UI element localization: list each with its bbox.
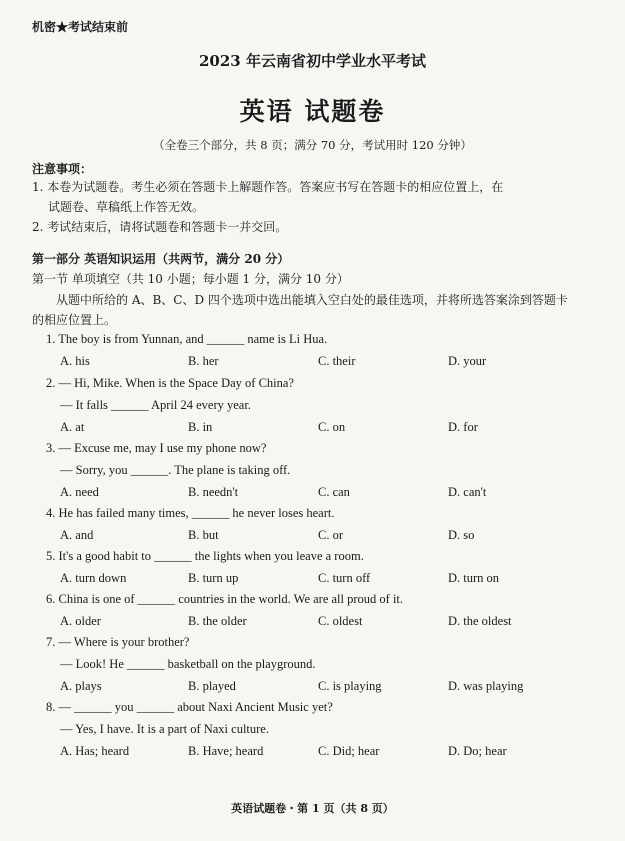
question-4-option-c: C. or	[318, 528, 343, 542]
question-5-option-d: D. turn on	[448, 571, 500, 585]
question-5-stem: 5. It's a good habit to ______ the lights when you leave a room.	[46, 549, 364, 563]
question-5-option-c: C. turn off	[318, 571, 371, 585]
question-4-option-d: D. so	[448, 528, 475, 542]
question-4-stem: 4. He has failed many times, ______ he never loses heart.	[46, 506, 335, 520]
question-8-response: — Yes, I have. It is a part of Naxi culture.	[60, 722, 269, 736]
confidential-label: 机密★考试结束前	[32, 20, 129, 34]
notice-item-1-continued: 试题卷、草稿纸上作答无效。	[48, 200, 205, 214]
exam-info: （全卷三个部分，共 8 页；满分 70 分，考试用时 120 分钟）	[153, 138, 472, 152]
question-3-stem: 3. — Excuse me, may I use my phone now?	[46, 441, 267, 455]
question-6-option-c: C. oldest	[318, 614, 363, 628]
question-1-option-a: A. his	[60, 354, 90, 368]
question-2-option-b: B. in	[188, 420, 213, 434]
question-6-option-b: B. the older	[188, 614, 247, 628]
question-2-option-a: A. at	[60, 420, 85, 434]
question-7-response: — Look! He ______ basketball on the playground.	[60, 657, 316, 671]
question-5-option-b: B. turn up	[188, 571, 239, 585]
question-5-option-a: A. turn down	[60, 571, 127, 585]
notice-item-1: 1. 本卷为试题卷。考生必须在答题卡上解题作答。答案应书写在答题卡的相应位置上，在	[32, 180, 504, 194]
question-2-stem: 2. — Hi, Mike. When is the Space Day of China?	[46, 376, 294, 390]
question-8-stem: 8. — ______ you ______ about Naxi Ancient Music yet?	[46, 700, 333, 714]
question-7-option-d: D. was playing	[448, 679, 524, 693]
question-1-option-b: B. her	[188, 354, 219, 368]
question-7-option-c: C. is playing	[318, 679, 382, 693]
notice-item-2: 2. 考试结束后，请将试题卷和答题卡一并交回。	[32, 220, 288, 234]
question-4-option-a: A. and	[60, 528, 94, 542]
question-3-option-a: A. need	[60, 485, 99, 499]
question-1-option-d: D. your	[448, 354, 487, 368]
directions: 从题中所给的 A、B、C、D 四个选项中选出能填入空白处的最佳选项，并将所选答案涂到答题卡的相应位置上。	[32, 293, 568, 327]
question-1-option-c: C. their	[318, 354, 356, 368]
question-3-option-d: D. can't	[448, 485, 487, 499]
question-3-response: — Sorry, you ______. The plane is taking off.	[60, 463, 291, 477]
question-7-stem: 7. — Where is your brother?	[46, 635, 190, 649]
notice-heading: 注意事项：	[32, 162, 93, 176]
question-7-option-a: A. plays	[60, 679, 102, 693]
question-2-option-d: D. for	[448, 420, 478, 434]
section-heading: 第一节 单项填空（共 10 小题；每小题 1 分，满分 10 分）	[32, 272, 349, 286]
question-3-option-b: B. needn't	[188, 485, 239, 499]
question-8-option-b: B. Have; heard	[188, 744, 264, 758]
part-heading: 第一部分 英语知识运用（共两节，满分 20 分）	[32, 252, 290, 266]
question-2-response: — It falls ______ April 24 every year.	[60, 398, 251, 412]
question-1-stem: 1. The boy is from Yunnan, and ______ name is Li Hua.	[46, 332, 328, 346]
question-6-option-a: A. older	[60, 614, 101, 628]
question-4-option-b: B. but	[188, 528, 219, 542]
exam-title: 2023 年云南省初中学业水平考试	[199, 52, 426, 70]
question-6-option-d: D. the oldest	[448, 614, 512, 628]
question-8-option-c: C. Did; hear	[318, 744, 380, 758]
question-8-option-d: D. Do; hear	[448, 744, 507, 758]
page-footer: 英语试题卷・第 1 页（共 8 页）	[231, 802, 394, 815]
question-3-option-c: C. can	[318, 485, 350, 499]
question-8-option-a: A. Has; heard	[60, 744, 130, 758]
paper-title: 英语 试题卷	[239, 97, 386, 126]
question-6-stem: 6. China is one of ______ countries in the world. We are all proud of it.	[46, 592, 404, 606]
question-7-option-b: B. played	[188, 679, 236, 693]
question-2-option-c: C. on	[318, 420, 346, 434]
